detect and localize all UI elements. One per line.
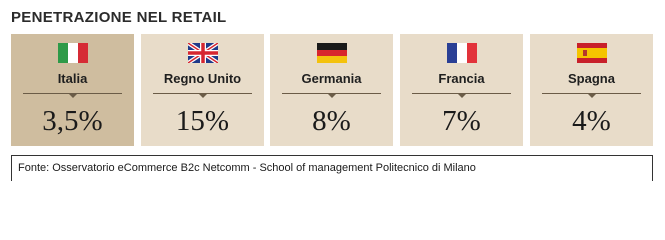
- country-name: Spagna: [568, 71, 615, 86]
- france-flag-icon: [447, 43, 477, 63]
- divider: [153, 93, 252, 99]
- source-footer: [11, 155, 653, 181]
- germany-flag-icon: [317, 43, 347, 63]
- penetration-value: 3,5%: [42, 105, 103, 137]
- divider: [412, 93, 511, 99]
- divider: [23, 93, 122, 99]
- divider: [282, 93, 381, 99]
- country-card-germania: [270, 34, 393, 146]
- penetration-value: 7%: [442, 105, 481, 137]
- country-card-italia: [11, 34, 134, 146]
- penetration-value: 4%: [572, 105, 611, 137]
- country-card-francia: [400, 34, 523, 146]
- divider: [542, 93, 641, 99]
- penetration-value: 8%: [312, 105, 351, 137]
- country-card-spagna: [530, 34, 653, 146]
- country-cards: [11, 34, 653, 146]
- country-name: Francia: [438, 71, 485, 86]
- country-name: Italia: [57, 71, 88, 86]
- italy-flag-icon: [58, 43, 88, 63]
- country-name: Germania: [301, 71, 362, 86]
- source-text: Fonte: Osservatorio eCommerce B2c Netcomm - School of management Politecnico di Milano: [18, 162, 476, 174]
- penetration-value: 15%: [175, 105, 230, 137]
- uk-flag-icon: [188, 43, 218, 63]
- country-name: Regno Unito: [163, 71, 242, 86]
- infographic-title: PENETRAZIONE NEL RETAIL: [11, 9, 227, 26]
- country-card-regno-unito: [141, 34, 264, 146]
- spain-flag-icon: [577, 43, 607, 63]
